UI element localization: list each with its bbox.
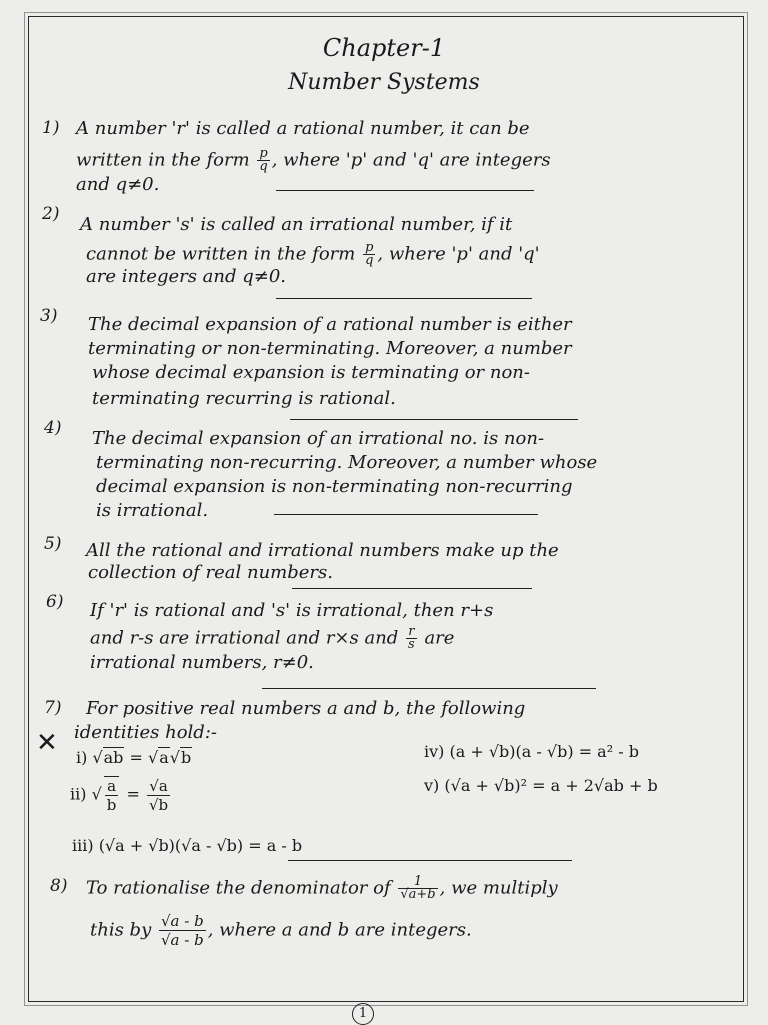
item-number: 6) (46, 592, 64, 612)
fraction-p-over-q: $\frac{p}{q}$ (259, 146, 268, 174)
item-number: 8) (50, 876, 68, 896)
item-6-line-3: irrational numbers, r≠0. (90, 652, 314, 673)
fraction-r-over-s: $\frac{r}{s}$ (408, 624, 415, 652)
separator (292, 588, 532, 589)
item-4-line-3: decimal expansion is non-terminating non-recurring (96, 476, 573, 497)
fraction-one-over: $\frac{1}{√a+b}$ (400, 874, 436, 902)
identity-ii: ii) √ $\frac{a}{b}$ = $\frac{√a}{√b}$ (70, 776, 169, 814)
separator (288, 860, 572, 861)
fraction-p-over-q: $\frac{p}{q}$ (365, 240, 374, 268)
identity-i: i) √ab = √a√b (76, 748, 192, 767)
item-3-line-2: terminating or non-terminating. Moreover, a number (88, 338, 572, 359)
chapter-title: Chapter-1 (322, 34, 446, 62)
page-number: 1 (352, 1003, 374, 1025)
item-number: 7) (44, 698, 62, 718)
item-2-line-2: cannot be written in the form $\frac{p}{q}$ , where 'p' and 'q' (86, 240, 540, 268)
item-4-line-1: The decimal expansion of an irrational no. is non- (92, 428, 545, 449)
item-4-line-2: terminating non-recurring. Moreover, a number whose (96, 452, 598, 473)
identity-iii: iii) (√a + √b)(√a - √b) = a - b (72, 836, 303, 855)
fraction-multiplier: $\frac{√a - b}{√a - b}$ (160, 912, 204, 949)
item-number: 2) (42, 204, 60, 224)
separator (276, 298, 532, 299)
identity-v: v) (√a + √b)² = a + 2√ab + b (424, 776, 658, 795)
item-5-line-1: All the rational and irrational numbers make up the (86, 540, 559, 561)
item-8-line-2: this by $\frac{√a - b}{√a - b}$ , where a and b are integers. (90, 912, 472, 949)
item-number: 1) (42, 118, 60, 138)
item-7-line-1: For positive real numbers a and b, the following (86, 698, 526, 719)
fraction-a-over-b: $\frac{a}{b}$ (104, 776, 120, 814)
separator (262, 688, 596, 689)
item-8-line-1: To rationalise the denominator of $\frac{1}{√a+b}$ , we multiply (86, 874, 558, 902)
item-5-line-2: collection of real numbers. (88, 562, 333, 583)
item-number: 3) (40, 306, 58, 326)
item-6-line-1: If 'r' is rational and 's' is irrational, then r+s (90, 600, 494, 621)
separator (276, 190, 534, 191)
item-number: 5) (44, 534, 62, 554)
subject-title: Number Systems (288, 70, 480, 95)
item-2-line-1: A number 's' is called an irrational number, if it (80, 214, 513, 235)
identity-iv: iv) (a + √b)(a - √b) = a² - b (424, 742, 639, 761)
item-number: 4) (44, 418, 62, 438)
separator (290, 419, 578, 420)
item-3-line-1: The decimal expansion of a rational number is either (88, 314, 572, 335)
item-1-line-1: A number 'r' is called a rational number, it can be (76, 118, 530, 139)
item-3-line-4: terminating recurring is rational. (92, 388, 396, 409)
item-1-line-2: written in the form $\frac{p}{q}$ , where 'p' and 'q' are integers (76, 146, 551, 174)
item-3-line-3: whose decimal expansion is terminating or non- (92, 362, 530, 383)
cross-mark-icon: ✕ (36, 728, 58, 758)
item-6-line-2: and r-s are irrational and r×s and $\frac{r}{s}$ are (90, 624, 455, 652)
item-2-line-3: are integers and q≠0. (86, 266, 287, 287)
item-4-line-4: is irrational. (96, 500, 209, 521)
item-1-line-3: and q≠0. (76, 174, 160, 195)
item-7-line-2: identities hold:- (74, 722, 217, 743)
separator (274, 514, 538, 515)
